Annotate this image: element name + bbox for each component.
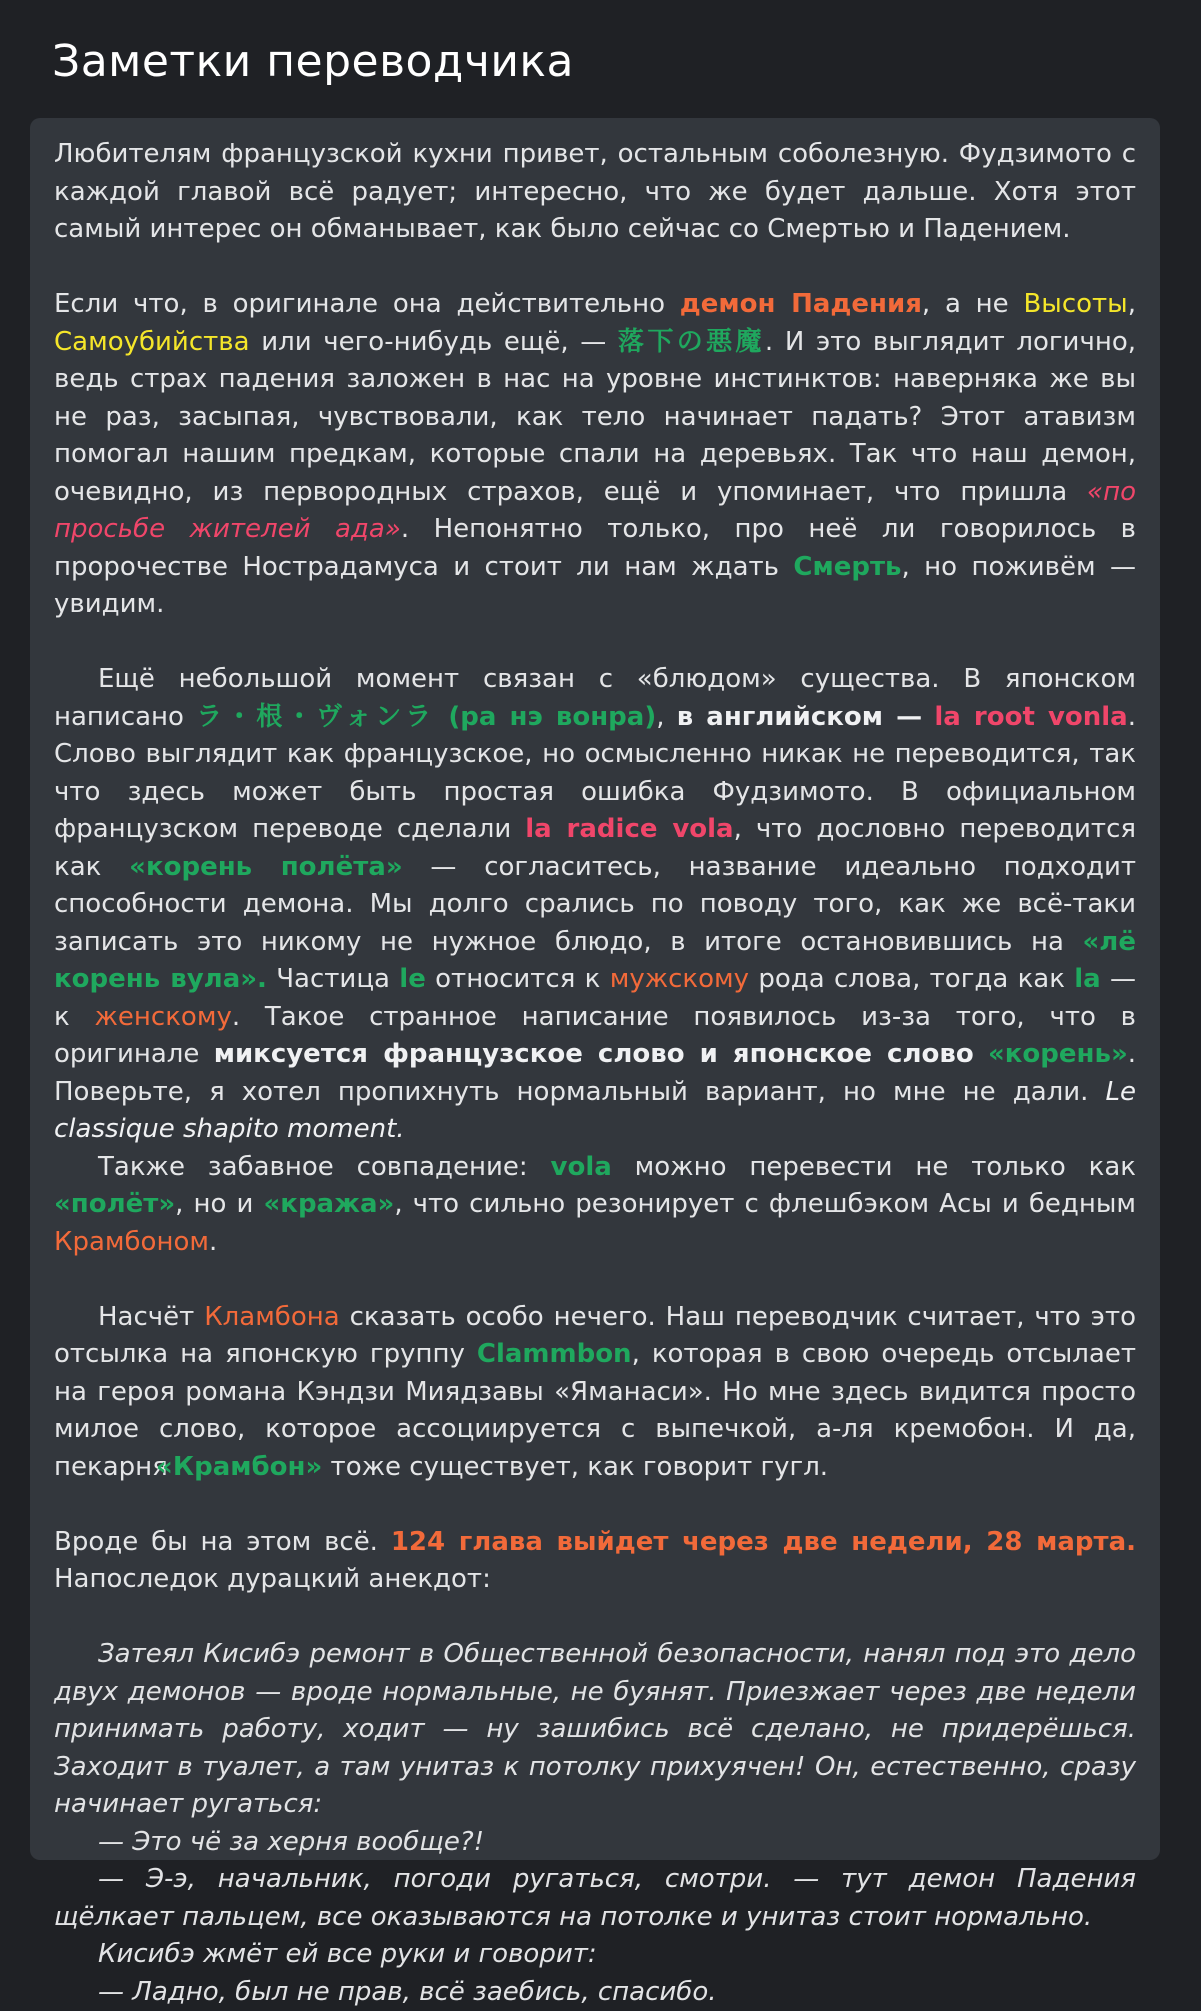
highlight-la: la: [1074, 964, 1100, 994]
text: тоже существует, как говорит гугл.: [322, 1452, 828, 1482]
highlight-in-english: в английском —: [677, 702, 922, 732]
joke-line: Кисибэ жмёт ей все руки и говорит:: [54, 1936, 1136, 1974]
text: Частица: [267, 964, 399, 994]
highlight-feminine: женскому: [95, 1002, 232, 1032]
page-title: Заметки переводчика: [52, 36, 574, 87]
paragraph-intro: Любителям французской кухни привет, остальным соболезную. Фудзимото с каждой главой всё радует; интересно, что же будет дальше. Хотя этот самый интерес он обманывает, как было сейчас со Смертью и Падением.: [54, 136, 1136, 249]
highlight-jp-dish: ラ・根・ヴォンラ (ра нэ вонра): [196, 702, 656, 732]
text: рода слова, тогда как: [749, 964, 1074, 994]
joke-block: [54, 1636, 1136, 2011]
paragraph-gap: [54, 249, 1136, 287]
highlight-vola: vola: [551, 1152, 612, 1182]
text: .: [209, 1227, 217, 1257]
text: Также забавное совпадение:: [98, 1152, 551, 1182]
highlight-ru-dish: «лё корень вула».: [54, 927, 1136, 995]
text: [974, 1039, 988, 1069]
paragraph-gap: [54, 1599, 1136, 1637]
highlight-quote-hell: «по просьбе жителей ада»: [54, 477, 1136, 545]
paragraph-demon-origin: [54, 286, 1136, 624]
paragraph-gap: [54, 1486, 1136, 1524]
highlight-en-dish: la root vonla: [934, 702, 1127, 732]
text: можно перевести не только как: [612, 1152, 1136, 1182]
paragraph-release: [54, 1524, 1136, 1599]
text: [922, 702, 934, 732]
paragraph-gap: [54, 1261, 1136, 1299]
joke-line: — Э-э, начальник, погоди ругаться, смотри. — тут демон Падения щёлкает пальцем, все оказываются на потолке и унитаз стоит нормально.: [54, 1861, 1136, 1936]
highlight-root-word: «корень»: [988, 1039, 1128, 1069]
highlight-japanese-name: 落下の悪魔: [618, 327, 765, 357]
highlight-root-of-flight: «корень полёта»: [129, 852, 402, 882]
highlight-klambon: Кламбона: [204, 1302, 340, 1332]
text: ,: [1128, 289, 1136, 319]
highlight-clammbon: Clammbon: [477, 1339, 632, 1369]
text: — согласитесь, название идеально подходит способности демона. Мы долго срались по поводу того, как же всё-таки записать это никому не нужное блюдо, в итоге остановившись на: [54, 852, 1136, 957]
highlight-mix: миксуется французское слово и японское слово: [214, 1039, 974, 1069]
text: . И это выглядит логично, ведь страх падения заложен в нас на уровне инстинктов: наверняка же вы не раз, засыпая, чувствовали, как тело начинает падать? Этот атавизм помогал нашим предкам, которые спали на деревьях. Так что наш демон, очевидно, из первородных страхов, ещё и упоминает, что пришла: [54, 327, 1136, 507]
paragraph-klambon: [54, 1299, 1136, 1487]
highlight-masculine: мужскому: [610, 964, 749, 994]
text: Напоследок дурацкий анекдот:: [54, 1564, 491, 1594]
paragraph-coincidence: [54, 1149, 1136, 1262]
highlight-krambon: Крамбоном: [54, 1227, 209, 1257]
text: относится к: [426, 964, 610, 994]
highlight-bakery: «Крамбон»: [156, 1452, 322, 1482]
text: . Такое странное написание появилось из-за того, что в оригинале: [54, 1002, 1136, 1070]
highlight-release-date: 124 глава выйдет через две недели, 28 марта.: [391, 1527, 1136, 1557]
joke-line: Затеял Кисибэ ремонт в Общественной безопасности, нанял под это дело двух демонов — вроде нормальные, не буянят. Приезжает через две недели принимать работу, ходит — ну зашибись всё сделано, не придерёшься. Заходит в туалет, а там унитаз к потолку прихуячен! Он, естественно, сразу начинает ругаться:: [54, 1636, 1136, 1824]
text: Насчёт: [98, 1302, 204, 1332]
text: . Непонятно только, про неё ли говорилось в пророчестве Нострадамуса и стоит ли нам ждать: [54, 514, 1136, 582]
text: . Слово выглядит как французское, но осмысленно никак не переводится, так что здесь может быть простая ошибка Фудзимото. В официальном французском переводе сделали: [54, 702, 1136, 845]
text: Вроде бы на этом всё.: [54, 1527, 391, 1557]
text: сказать особо нечего. Наш переводчик считает, что это отсылка на японскую группу: [54, 1302, 1136, 1370]
paragraph-gap: [54, 624, 1136, 662]
highlight-flight: «полёт»: [54, 1189, 175, 1219]
text: , что сильно резонирует с флешбэком Асы и бедным: [394, 1189, 1136, 1219]
text: , а не: [922, 289, 1024, 319]
highlight-heights: Высоты: [1023, 289, 1127, 319]
highlight-classic-moment: Le classique shapito moment.: [54, 1077, 1136, 1145]
joke-line: — Это чё за херня вообще?!: [54, 1824, 1136, 1862]
text: ,: [656, 702, 677, 732]
paragraph-dish: [54, 661, 1136, 1149]
highlight-demon-falling: демон Падения: [680, 289, 922, 319]
translator-notes-panel: [30, 118, 1160, 1860]
text: Ещё небольшой момент связан с «блюдом» существа. В японском написано: [54, 664, 1136, 732]
joke-line: — Ладно, был не прав, всё заебись, спасибо.: [54, 1974, 1136, 2011]
text: , которая в свою очередь отсылает на героя романа Кэндзи Миядзавы «Яманаси». Но мне здесь видится просто милое слово, которое ассоциируется с выпечкой, а-ля кремобон. И да, пекарня: [54, 1339, 1136, 1482]
text: , но и: [175, 1189, 263, 1219]
text: . Поверьте, я хотел пропихнуть нормальный вариант, но мне не дали.: [54, 1039, 1136, 1107]
text: — к: [54, 964, 1136, 1032]
text: Если что, в оригинале она действительно: [54, 289, 680, 319]
text: , но поживём — увидим.: [54, 552, 1136, 620]
highlight-suicide: Самоубийства: [54, 327, 250, 357]
text: , что дословно переводится как: [54, 814, 1136, 882]
highlight-death: Смерть: [793, 552, 901, 582]
highlight-le: le: [399, 964, 426, 994]
highlight-fr-dish: la radice vola: [525, 814, 733, 844]
highlight-theft: «кража»: [264, 1189, 395, 1219]
text: или чего-нибудь ещё, —: [250, 327, 618, 357]
